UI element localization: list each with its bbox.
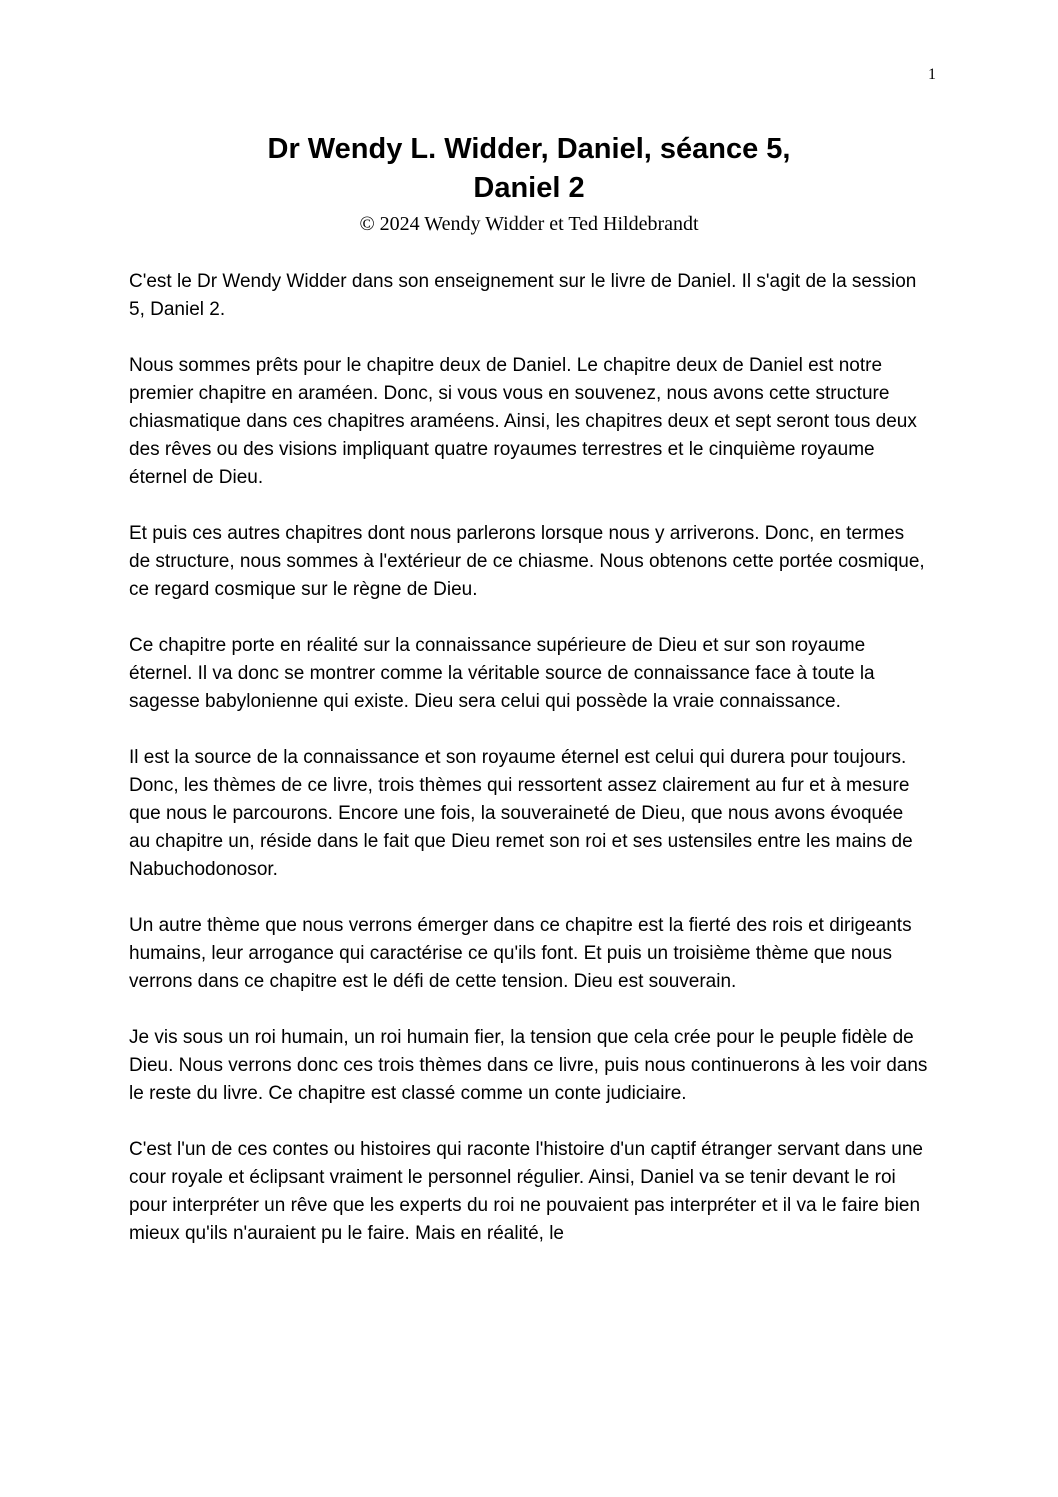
- document-title-line-2: Daniel 2: [473, 172, 585, 204]
- paragraph-7: Je vis sous un roi humain, un roi humain fier, la tension que cela crée pour le peuple fidèle de Dieu. Nous verrons donc ces trois thèmes dans ce livre, puis nous continuerons à les voir dans le reste du livre. Ce chapitre est classé comme un conte judiciaire.: [129, 1027, 928, 1104]
- page-number: 1: [928, 66, 936, 83]
- paragraph-5: Il est la source de la connaissance et son royaume éternel est celui qui durera pour toujours. Donc, les thèmes de ce livre, trois thèmes qui ressortent assez clairement au fur et à mesure que nous le parcourons. Encore une fois, la souveraineté de Dieu, que nous avons évoquée au chapitre un, réside dans le fait que Dieu remet son roi et ses ustensiles entre les mains de Nabuchodonosor.: [129, 747, 913, 880]
- paragraph-1: C'est le Dr Wendy Widder dans son enseignement sur le livre de Daniel. Il s'agit de la session 5, Daniel 2.: [129, 271, 917, 320]
- document-title-line-1: Dr Wendy L. Widder, Daniel, séance 5,: [267, 133, 791, 165]
- paragraph-3: Et puis ces autres chapitres dont nous parlerons lorsque nous y arriverons. Donc, en termes de structure, nous sommes à l'extérieur de ce chiasme. Nous obtenons cette portée cosmique, ce regard cosmique sur le règne de Dieu.: [129, 523, 925, 600]
- copyright-notice: © 2024 Wendy Widder et Ted Hildebrandt: [359, 213, 699, 235]
- paragraph-2: Nous sommes prêts pour le chapitre deux de Daniel. Le chapitre deux de Daniel est notre premier chapitre en araméen. Donc, si vous vous en souvenez, nous avons cette structure chiasmatique dans ces chapitres araméens. Ainsi, les chapitres deux et sept seront tous deux des rêves ou des visions impliquant quatre royaumes terrestres et le cinquième royaume éternel de Dieu.: [129, 355, 917, 488]
- paragraph-4: Ce chapitre porte en réalité sur la connaissance supérieure de Dieu et sur son royaume éternel. Il va donc se montrer comme la véritable source de connaissance face à toute la sagesse babylonienne qui existe. Dieu sera celui qui possède la vraie connaissance.: [129, 635, 875, 712]
- title-block: [0, 130, 1058, 238]
- paragraph-8: C'est l'un de ces contes ou histoires qui raconte l'histoire d'un captif étranger servant dans une cour royale et éclipsant vraiment le personnel régulier. Ainsi, Daniel va se tenir devant le roi pour interpréter un rêve que les experts du roi ne pouvaient pas interpréter et il va le faire bien mieux qu'ils n'auraient pu le faire. Mais en réalité, le: [129, 1139, 923, 1244]
- body-text: [129, 268, 929, 1276]
- paragraph-6: Un autre thème que nous verrons émerger dans ce chapitre est la fierté des rois et dirigeants humains, leur arrogance qui caractérise ce qu'ils font. Et puis un troisième thème que nous verrons dans ce chapitre est le défi de cette tension. Dieu est souverain.: [129, 915, 912, 992]
